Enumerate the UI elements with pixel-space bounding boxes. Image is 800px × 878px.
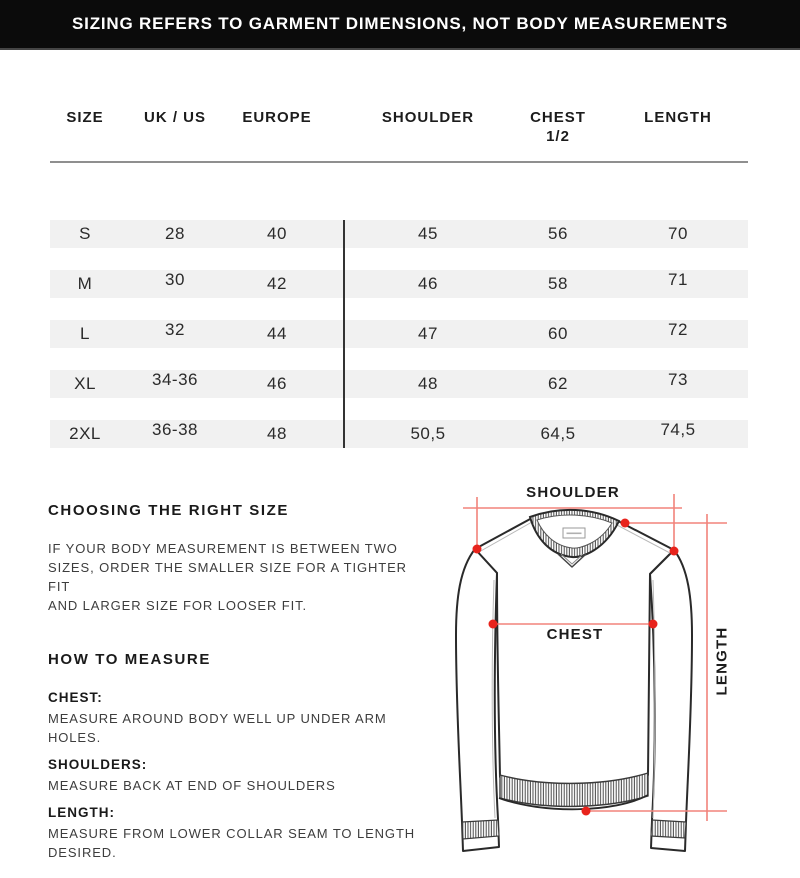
info-column xyxy=(48,502,433,872)
cell-europe: 42 xyxy=(267,274,287,293)
how-to-measure-heading: HOW TO MEASURE xyxy=(48,651,211,668)
table-row-m xyxy=(50,270,748,298)
header-rule xyxy=(50,161,748,163)
banner xyxy=(0,0,800,50)
cell-length: 70 xyxy=(668,224,688,243)
measure-item-label: CHEST: xyxy=(48,690,103,705)
diagram-shoulder-label: SHOULDER xyxy=(526,484,620,501)
cell-shoulder: 45 xyxy=(418,224,438,243)
sweater-line-drawing xyxy=(420,470,800,870)
cell-size: XL xyxy=(74,374,96,393)
cell-uk-us: 28 xyxy=(165,224,185,243)
choosing-size-heading: CHOOSING THE RIGHT SIZE xyxy=(48,502,289,519)
sweater-measurement-diagram xyxy=(420,470,800,870)
cell-shoulder: 47 xyxy=(418,324,438,343)
cell-chest-half: 64,5 xyxy=(540,424,576,443)
size-table xyxy=(50,100,748,450)
cell-length: 72 xyxy=(668,320,688,339)
collar-brand-tag xyxy=(563,528,585,538)
cell-europe: 46 xyxy=(267,374,287,393)
diagram-chest-label: CHEST xyxy=(546,626,604,643)
diagram-length-label: LENGTH xyxy=(713,626,731,696)
cell-shoulder: 48 xyxy=(418,374,438,393)
measure-item-chest xyxy=(48,690,433,747)
measure-item-label: SHOULDERS: xyxy=(48,757,148,772)
cell-size: L xyxy=(80,324,90,343)
column-header-shoulder: SHOULDER xyxy=(381,109,475,126)
measure-item-text: MEASURE AROUND BODY WELL UP UNDER ARM HOLES. xyxy=(48,711,387,745)
cell-chest-half: 58 xyxy=(548,274,568,293)
table-row-s xyxy=(50,220,748,248)
cell-chest-half: 62 xyxy=(548,374,568,393)
cell-europe: 48 xyxy=(267,424,287,443)
cell-uk-us: 32 xyxy=(165,320,185,339)
measure-item-text: MEASURE BACK AT END OF SHOULDERS xyxy=(48,778,336,793)
column-header-size: SIZE xyxy=(66,109,104,126)
paragraph-line: IF YOUR BODY MEASUREMENT IS BETWEEN TWO xyxy=(48,541,398,556)
cell-shoulder: 50,5 xyxy=(410,424,446,443)
banner-text: SIZING REFERS TO GARMENT DIMENSIONS, NOT BODY MEASUREMENTS xyxy=(72,14,728,33)
measure-item-text: MEASURE FROM LOWER COLLAR SEAM TO LENGTH DESIRED. xyxy=(48,826,416,860)
table-vertical-divider xyxy=(343,220,345,448)
column-header-europe: EUROPE xyxy=(242,109,312,126)
cell-europe: 44 xyxy=(267,324,287,343)
column-header-chest-half: CHEST 1/2 xyxy=(530,109,586,145)
measure-item-shoulders xyxy=(48,757,433,795)
cell-length: 71 xyxy=(668,270,688,289)
cell-uk-us: 34-36 xyxy=(152,370,198,389)
table-row-l xyxy=(50,320,748,348)
column-header-length: LENGTH xyxy=(644,109,712,126)
cell-shoulder: 46 xyxy=(418,274,438,293)
cell-size: S xyxy=(79,224,91,243)
cell-chest-half: 60 xyxy=(548,324,568,343)
cell-length: 74,5 xyxy=(660,420,696,439)
choosing-size-paragraph xyxy=(48,539,433,615)
cell-length: 73 xyxy=(668,370,688,389)
cell-chest-half: 56 xyxy=(548,224,568,243)
paragraph-line: AND LARGER SIZE FOR LOOSER FIT. xyxy=(48,598,308,613)
column-header-uk-us: UK / US xyxy=(143,109,207,126)
cell-size: M xyxy=(77,274,93,293)
paragraph-line: SIZES, ORDER THE SMALLER SIZE FOR A TIGHTER FIT xyxy=(48,560,407,594)
cell-europe: 40 xyxy=(267,224,287,243)
table-row-xl xyxy=(50,370,748,398)
cell-uk-us: 36-38 xyxy=(152,420,198,439)
cell-size: 2XL xyxy=(69,424,101,443)
measure-item-length xyxy=(48,805,433,862)
cell-uk-us: 30 xyxy=(165,270,185,289)
measure-item-label: LENGTH: xyxy=(48,805,115,820)
table-row-2xl xyxy=(50,420,748,448)
